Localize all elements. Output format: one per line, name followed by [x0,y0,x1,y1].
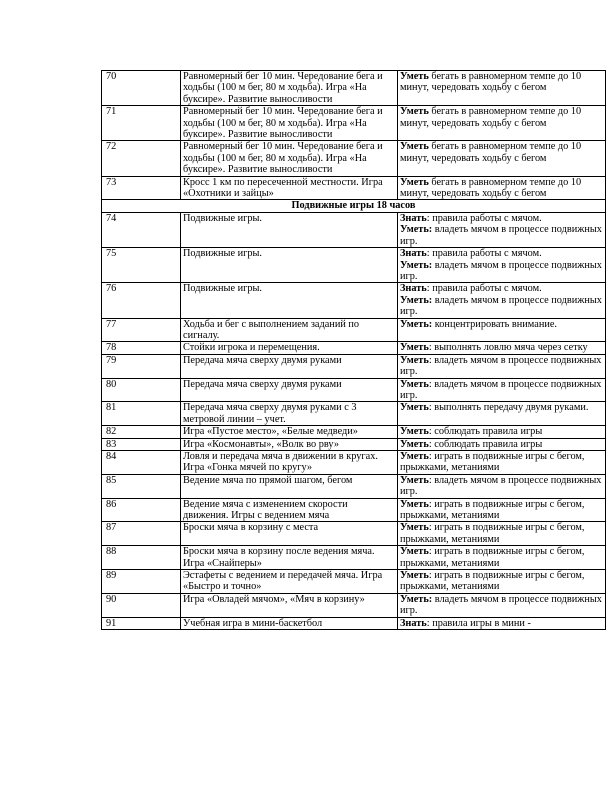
requirement-keyword: Уметь [400,426,429,438]
requirement-line [400,106,603,129]
lesson-topic: Стойки игрока и перемещения. [181,342,398,354]
lesson-number: 86 [102,498,181,522]
requirement-line [400,141,603,164]
lesson-number: 73 [102,176,181,200]
lesson-requirements [398,593,606,617]
lesson-topic: Подвижные игры. [181,212,398,247]
lesson-row [102,451,606,475]
lesson-requirements [398,71,606,106]
requirement-line [400,177,603,200]
requirement-line [400,451,603,474]
lesson-number: 79 [102,354,181,378]
lesson-number: 90 [102,593,181,617]
requirement-keyword: Уметь: [400,294,433,306]
lesson-number: 72 [102,141,181,176]
lesson-topic: Ходьба и бег с выполнением заданий по сигналу. [181,318,398,342]
requirement-keyword: Уметь: [400,318,433,330]
lesson-number: 85 [102,474,181,498]
lesson-number: 71 [102,106,181,141]
lesson-plan-body [102,71,606,630]
lesson-number: 88 [102,546,181,570]
lesson-requirements [398,248,606,283]
lesson-requirements [398,402,606,426]
lesson-number: 76 [102,283,181,318]
lesson-requirements [398,438,606,450]
lesson-row [102,402,606,426]
lesson-topic: Игра «Космонавты», «Волк во рву» [181,438,398,450]
lesson-row [102,342,606,354]
requirement-keyword: Уметь [400,106,429,118]
lesson-requirements [398,106,606,141]
requirement-text: : выполнять передачу двумя руками. [428,402,589,414]
lesson-number: 78 [102,342,181,354]
lesson-requirements [398,617,606,629]
lesson-topic: Передача мяча сверху двумя руками [181,378,398,402]
requirement-text: владеть мячом в процессе подвижных игр. [400,259,602,282]
lesson-topic: Равномерный бег 10 мин. Чередование бега и ходьбы (100 м бег, 80 м ходьба). Игра «На буксире». Развитие выносливости [181,141,398,176]
requirement-line [400,319,603,330]
lesson-number: 74 [102,212,181,247]
lesson-number: 70 [102,71,181,106]
requirement-keyword: Уметь: [400,224,433,236]
requirement-line [400,426,603,437]
requirement-line [400,439,603,450]
lesson-row [102,212,606,247]
requirement-line [400,224,603,247]
requirement-line [400,546,603,569]
requirement-text: : правила работы с мячом. [426,283,542,295]
requirement-text: бегать в равномерном темпе до 10 минут, чередовать ходьбу с бегом [400,176,582,200]
requirement-text: владеть мячом в процессе подвижных игр. [400,224,602,247]
lesson-topic: Ведение мяча по прямой шагом, бегом [181,474,398,498]
requirement-text: бегать в равномерном темпе до 10 минут, чередовать ходьбу с бегом [400,71,582,94]
lesson-requirements [398,318,606,342]
requirement-text: : правила работы с мячом. [426,212,542,224]
lesson-row [102,248,606,283]
requirement-text: : выполнять ловлю мяча через сетку [428,342,588,354]
lesson-number: 83 [102,438,181,450]
lesson-row [102,570,606,594]
lesson-requirements [398,451,606,475]
requirement-text: : соблюдать правила игры [428,438,543,450]
requirement-text: бегать в равномерном темпе до 10 минут, чередовать ходьбу с бегом [400,141,582,164]
requirement-text: владеть мячом в процессе подвижных игр. [400,294,602,318]
requirement-keyword: Уметь [400,451,429,462]
lesson-topic: Ловля и передача мяча в движении в кругах. Игра «Гонка мячей по кругу» [181,451,398,475]
lesson-row [102,522,606,546]
lesson-requirements [398,570,606,594]
lesson-topic: Равномерный бег 10 мин. Чередование бега и ходьбы (100 м бег, 80 м ходьба). Игра «На буксире». Развитие выносливости [181,71,398,106]
requirement-keyword: Уметь: [400,259,433,271]
lesson-number: 89 [102,570,181,594]
lesson-row [102,474,606,498]
requirement-keyword: Уметь [400,546,429,558]
requirement-line [400,475,603,498]
lesson-topic: Передача мяча сверху двумя руками с 3 метровой линии – учет. [181,402,398,426]
lesson-topic: Ведение мяча с изменением скорости движения. Игры с ведением мяча [181,498,398,522]
requirement-text: : играть в подвижные игры с бегом, прыжками, метаниями [400,451,585,474]
lesson-topic: Равномерный бег 10 мин. Чередование бега и ходьбы (100 м бег, 80 м ходьба). Игра «На буксире». Развитие выносливости [181,106,398,141]
requirement-text: : правила работы с мячом. [426,248,542,260]
lesson-number: 84 [102,451,181,475]
lesson-requirements [398,378,606,402]
requirement-line [400,355,603,378]
lesson-requirements [398,522,606,546]
requirement-text: : играть в подвижные игры с бегом, прыжками, метаниями [400,570,585,593]
requirement-text: : владеть мячом в процессе подвижных игр. [400,378,602,401]
lesson-topic: Учебная игра в мини-баскетбол [181,617,398,629]
lesson-row [102,498,606,522]
requirement-keyword: Знать [400,283,427,295]
requirement-keyword: Уметь: [400,593,433,605]
lesson-requirements [398,342,606,354]
lesson-topic: Броски мяча в корзину с места [181,522,398,546]
requirement-text: бегать в равномерном темпе до 10 минут, чередовать ходьбу с бегом [400,106,582,129]
lesson-requirements [398,176,606,200]
requirement-keyword: Знать [400,617,427,629]
requirement-keyword: Уметь [400,378,429,390]
lesson-plan-table [101,70,606,630]
requirement-line [400,260,603,283]
lesson-number: 81 [102,402,181,426]
requirement-line [400,618,603,629]
lesson-row [102,71,606,106]
lesson-topic: Кросс 1 км по пересеченной местности. Игра «Охотники и зайцы» [181,176,398,200]
lesson-topic: Игра «Пустое место», «Белые медведи» [181,426,398,438]
requirement-text: : играть в подвижные игры с бегом, прыжками, метаниями [400,522,585,545]
lesson-row [102,593,606,617]
lesson-row [102,426,606,438]
requirement-text: : играть в подвижные игры с бегом, прыжками, метаниями [400,546,585,569]
lesson-row [102,546,606,570]
requirement-keyword: Уметь [400,498,429,510]
lesson-row [102,106,606,141]
lesson-topic: Игра «Овладей мячом», «Мяч в корзину» [181,593,398,617]
lesson-row [102,141,606,176]
requirement-keyword: Уметь [400,141,429,153]
lesson-number: 75 [102,248,181,283]
lesson-topic: Подвижные игры. [181,248,398,283]
lesson-requirements [398,426,606,438]
lesson-row [102,378,606,402]
lesson-requirements [398,546,606,570]
lesson-requirements [398,212,606,247]
requirement-keyword: Уметь [400,176,429,188]
lesson-row [102,354,606,378]
requirement-line [400,594,603,617]
requirement-keyword: Уметь [400,474,429,486]
lesson-row [102,318,606,342]
requirement-keyword: Знать [400,212,427,224]
requirement-keyword: Знать [400,248,427,260]
requirement-keyword: Уметь [400,354,429,366]
requirement-keyword: Уметь [400,342,429,354]
lesson-row [102,283,606,318]
requirement-keyword: Уметь [400,438,429,450]
requirement-text: : владеть мячом в процессе подвижных игр. [400,474,602,498]
requirement-line [400,248,603,259]
lesson-requirements [398,474,606,498]
lesson-requirements [398,141,606,176]
requirement-line [400,499,603,522]
section-header-row [102,200,606,212]
lesson-topic: Броски мяча в корзину после ведения мяча. Игра «Снайперы» [181,546,398,570]
lesson-row [102,176,606,200]
lesson-topic: Эстафеты с ведением и передачей мяча. Игра «Быстро и точно» [181,570,398,594]
requirement-text: : играть в подвижные игры с бегом, прыжками, метаниями [400,498,585,522]
lesson-topic: Передача мяча сверху двумя руками [181,354,398,378]
requirement-keyword: Уметь [400,522,429,534]
lesson-requirements [398,498,606,522]
lesson-number: 77 [102,318,181,342]
requirement-keyword: Уметь [400,402,429,414]
requirement-line [400,213,603,224]
requirement-keyword: Уметь [400,570,429,582]
requirement-text: владеть мячом в процессе подвижных игр. [400,593,602,617]
requirement-line [400,71,603,94]
lesson-row [102,617,606,629]
requirement-line [400,522,603,545]
lesson-row [102,438,606,450]
lesson-number: 80 [102,378,181,402]
lesson-topic: Подвижные игры. [181,283,398,318]
requirement-line [400,295,603,318]
lesson-requirements [398,354,606,378]
requirement-text: : владеть мячом в процессе подвижных игр. [400,354,602,378]
lesson-number: 87 [102,522,181,546]
requirement-line [400,402,603,413]
requirement-line [400,342,603,353]
requirement-text: : соблюдать правила игры [428,426,543,438]
requirement-line [400,379,603,402]
requirement-line [400,570,603,593]
requirement-text: : правила игры в мини - [426,617,531,629]
requirement-keyword: Уметь [400,71,429,82]
requirement-text: концентрировать внимание. [432,318,557,330]
lesson-number: 82 [102,426,181,438]
section-title: Подвижные игры 18 часов [102,200,606,212]
lesson-number: 91 [102,617,181,629]
lesson-requirements [398,283,606,318]
requirement-line [400,283,603,294]
